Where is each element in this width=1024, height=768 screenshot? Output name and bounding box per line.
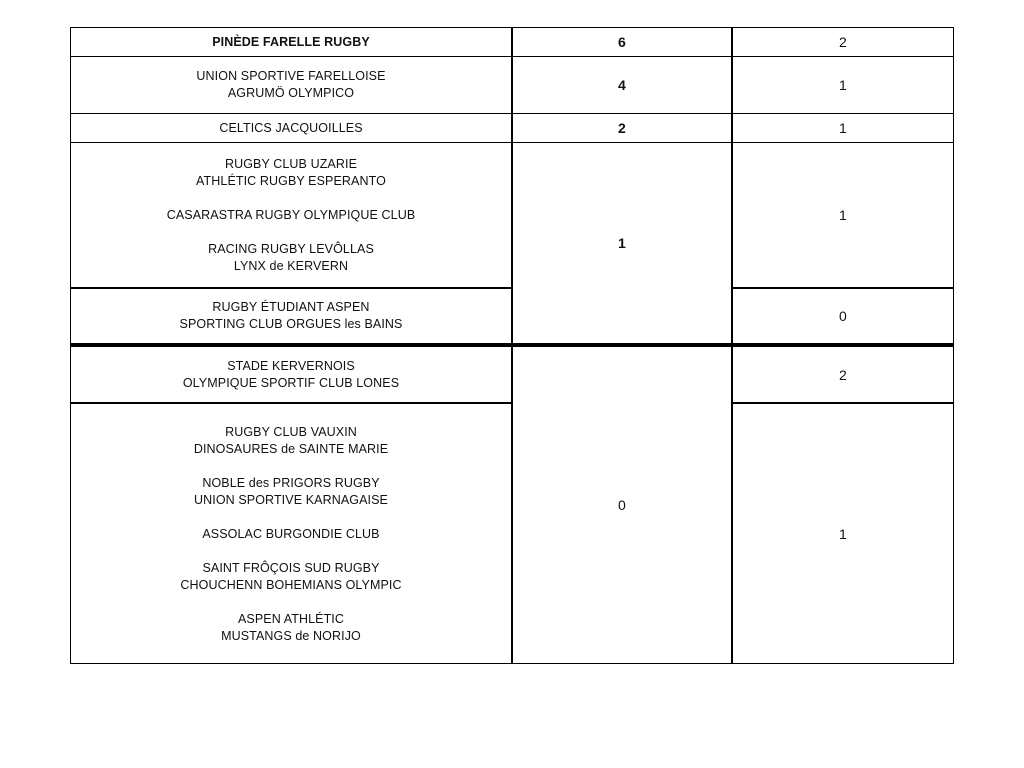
team-cell [70, 113, 512, 143]
team-name: ASPEN ATHLÉTIC [237, 611, 345, 626]
team-name: RUGBY CLUB VAUXIN [225, 424, 357, 439]
count-value: 1 [839, 119, 847, 136]
points-value: 6 [618, 33, 626, 50]
points-value: 4 [618, 76, 626, 93]
count-cell [732, 142, 954, 288]
points-cell [512, 56, 732, 114]
count-cell [732, 347, 954, 403]
team-group [219, 120, 362, 137]
team-name: LYNX de KERVERN [233, 258, 349, 273]
team-group [196, 68, 385, 102]
team-name: PINÈDE FARELLE RUGBY [212, 34, 370, 49]
count-cell [732, 56, 954, 114]
team-name: RACING RUGBY LEVÔLLAS [208, 241, 374, 256]
points-value: 2 [618, 119, 626, 136]
count-value: 0 [839, 307, 847, 324]
team-name: OLYMPIQUE SPORTIF CLUB LONES [182, 376, 400, 390]
team-group [180, 299, 403, 333]
team-name: RUGBY CLUB UZARIE [224, 156, 358, 171]
team-group [180, 560, 401, 594]
team-group [196, 156, 386, 190]
points-value: 1 [618, 235, 626, 251]
team-name: STADE KERVERNOIS [227, 359, 355, 373]
team-group [167, 207, 416, 224]
points-cell [512, 113, 732, 143]
team-group [183, 358, 399, 392]
team-cell [70, 288, 512, 344]
team-name: SAINT FRÔÇOIS SUD RUGBY [202, 560, 380, 575]
team-name: CHOUCHENN BOHEMIANS OLYMPIC [180, 577, 402, 592]
count-value: 1 [839, 525, 847, 542]
team-cell [70, 347, 512, 403]
team-cell [70, 27, 512, 57]
count-cell [732, 27, 954, 57]
team-name: CELTICS JACQUOILLES [219, 120, 363, 135]
team-name: NOBLE des PRIGORS RUGBY [202, 475, 380, 490]
count-value: 2 [839, 33, 847, 50]
ranking-table [70, 27, 954, 664]
count-cell [732, 113, 954, 143]
count-value: 1 [839, 76, 847, 93]
count-value: 2 [839, 366, 847, 383]
points-cell [512, 347, 732, 664]
team-name: UNION SPORTIVE KARNAGAISE [194, 492, 388, 507]
team-name: ASSOLAC BURGONDIE CLUB [202, 526, 380, 541]
team-group [202, 526, 379, 543]
team-group [194, 475, 388, 509]
points-cell [512, 27, 732, 57]
count-cell [732, 404, 954, 664]
team-cell [70, 142, 512, 288]
team-name: SPORTING CLUB ORGUES les BAINS [179, 317, 403, 331]
team-name: UNION SPORTIVE FARELLOISE [196, 69, 386, 83]
team-group [212, 34, 370, 51]
team-name: CASARASTRA RUGBY OLYMPIQUE CLUB [166, 207, 416, 222]
team-cell [70, 404, 512, 664]
team-name: AGRUMÖ OLYMPICO [227, 86, 355, 100]
team-group [194, 424, 388, 458]
team-name: ATHLÉTIC RUGBY ESPERANTO [196, 173, 386, 188]
team-name: MUSTANGS de NORIJO [221, 628, 361, 643]
team-cell [70, 56, 512, 114]
team-name: RUGBY ÉTUDIANT ASPEN [212, 300, 370, 314]
team-group [208, 241, 374, 275]
team-group [221, 611, 361, 645]
points-value: 0 [618, 497, 626, 513]
count-cell [732, 288, 954, 344]
points-cell [512, 142, 732, 345]
count-value: 1 [839, 206, 847, 223]
team-name: DINOSAURES de SAINTE MARIE [193, 441, 389, 456]
